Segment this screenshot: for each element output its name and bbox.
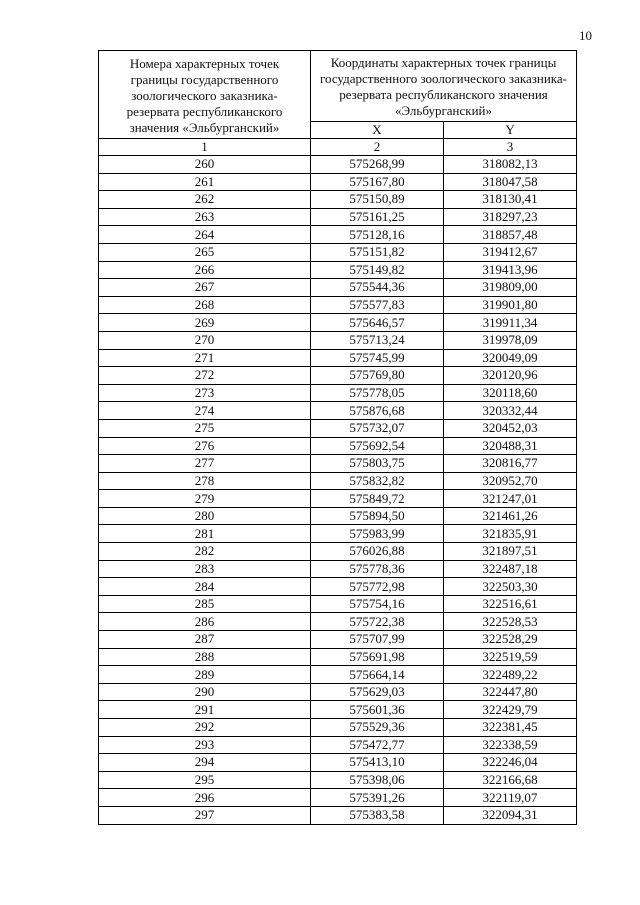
point-number-cell: 280 (99, 507, 311, 525)
point-number-cell: 273 (99, 384, 311, 402)
y-coordinate-cell: 318857,48 (444, 226, 577, 244)
point-number-cell: 284 (99, 578, 311, 596)
y-coordinate-cell: 320952,70 (444, 472, 577, 490)
coordinates-table (98, 50, 577, 825)
table-row (99, 560, 577, 578)
header-point-numbers: Номера характерных точек границы государственного зоологического заказника-резервата республиканского значения «Эльбурганский» (99, 51, 311, 139)
x-coordinate-cell: 575646,57 (311, 314, 444, 332)
table-row (99, 243, 577, 261)
x-coordinate-cell: 575983,99 (311, 525, 444, 543)
point-number-cell: 279 (99, 490, 311, 508)
point-number-cell: 282 (99, 543, 311, 561)
y-coordinate-cell: 319412,67 (444, 243, 577, 261)
table-row (99, 437, 577, 455)
y-coordinate-cell: 318082,13 (444, 156, 577, 174)
table-row (99, 631, 577, 649)
x-coordinate-cell: 575745,99 (311, 349, 444, 367)
point-number-cell: 277 (99, 455, 311, 473)
index-cell: 3 (444, 139, 577, 156)
point-number-cell: 293 (99, 736, 311, 754)
y-coordinate-cell: 322487,18 (444, 560, 577, 578)
point-number-cell: 272 (99, 367, 311, 385)
table-row (99, 331, 577, 349)
x-coordinate-cell: 575577,83 (311, 296, 444, 314)
point-number-cell: 291 (99, 701, 311, 719)
point-number-cell: 274 (99, 402, 311, 420)
point-number-cell: 270 (99, 331, 311, 349)
y-coordinate-cell: 321247,01 (444, 490, 577, 508)
table-row (99, 314, 577, 332)
table-row (99, 173, 577, 191)
y-coordinate-cell: 322119,07 (444, 789, 577, 807)
table-row (99, 349, 577, 367)
y-coordinate-cell: 322528,53 (444, 613, 577, 631)
point-number-cell: 289 (99, 666, 311, 684)
y-coordinate-cell: 319978,09 (444, 331, 577, 349)
y-coordinate-cell: 322166,68 (444, 771, 577, 789)
y-coordinate-cell: 320452,03 (444, 419, 577, 437)
y-coordinate-cell: 320816,77 (444, 455, 577, 473)
table-row (99, 226, 577, 244)
header-x: X (311, 122, 444, 139)
x-coordinate-cell: 575778,36 (311, 560, 444, 578)
x-coordinate-cell: 575894,50 (311, 507, 444, 525)
table-row (99, 789, 577, 807)
y-coordinate-cell: 321461,26 (444, 507, 577, 525)
x-coordinate-cell: 575629,03 (311, 683, 444, 701)
x-coordinate-cell: 575849,72 (311, 490, 444, 508)
y-coordinate-cell: 320118,60 (444, 384, 577, 402)
table-row (99, 666, 577, 684)
y-coordinate-cell: 321897,51 (444, 543, 577, 561)
x-coordinate-cell: 575149,82 (311, 261, 444, 279)
y-coordinate-cell: 318047,58 (444, 173, 577, 191)
table-row (99, 736, 577, 754)
point-number-cell: 265 (99, 243, 311, 261)
x-coordinate-cell: 575778,05 (311, 384, 444, 402)
x-coordinate-cell: 575167,80 (311, 173, 444, 191)
table-body (99, 156, 577, 825)
header-y: Y (444, 122, 577, 139)
table-row (99, 455, 577, 473)
x-coordinate-cell: 575803,75 (311, 455, 444, 473)
table-row (99, 648, 577, 666)
table-row (99, 754, 577, 772)
point-number-cell: 285 (99, 595, 311, 613)
y-coordinate-cell: 320332,44 (444, 402, 577, 420)
y-coordinate-cell: 321835,91 (444, 525, 577, 543)
table-row (99, 384, 577, 402)
point-number-cell: 263 (99, 208, 311, 226)
x-coordinate-cell: 575128,16 (311, 226, 444, 244)
y-coordinate-cell: 322489,22 (444, 666, 577, 684)
table-row (99, 208, 577, 226)
point-number-cell: 283 (99, 560, 311, 578)
point-number-cell: 278 (99, 472, 311, 490)
table-row (99, 578, 577, 596)
x-coordinate-cell: 575413,10 (311, 754, 444, 772)
table-row (99, 771, 577, 789)
x-coordinate-cell: 576026,88 (311, 543, 444, 561)
x-coordinate-cell: 575722,38 (311, 613, 444, 631)
point-number-cell: 290 (99, 683, 311, 701)
y-coordinate-cell: 322381,45 (444, 719, 577, 737)
x-coordinate-cell: 575383,58 (311, 806, 444, 824)
x-coordinate-cell: 575692,54 (311, 437, 444, 455)
point-number-cell: 292 (99, 719, 311, 737)
table-row (99, 490, 577, 508)
table-row (99, 806, 577, 824)
y-coordinate-cell: 319901,80 (444, 296, 577, 314)
y-coordinate-cell: 322447,80 (444, 683, 577, 701)
y-coordinate-cell: 320120,96 (444, 367, 577, 385)
y-coordinate-cell: 318130,41 (444, 191, 577, 209)
table-row (99, 683, 577, 701)
y-coordinate-cell: 320488,31 (444, 437, 577, 455)
x-coordinate-cell: 575529,36 (311, 719, 444, 737)
x-coordinate-cell: 575832,82 (311, 472, 444, 490)
point-number-cell: 294 (99, 754, 311, 772)
table-row (99, 419, 577, 437)
point-number-cell: 267 (99, 279, 311, 297)
page-number: 10 (579, 28, 592, 43)
x-coordinate-cell: 575664,14 (311, 666, 444, 684)
point-number-cell: 262 (99, 191, 311, 209)
y-coordinate-cell: 319809,00 (444, 279, 577, 297)
point-number-cell: 287 (99, 631, 311, 649)
x-coordinate-cell: 575707,99 (311, 631, 444, 649)
point-number-cell: 264 (99, 226, 311, 244)
x-coordinate-cell: 575713,24 (311, 331, 444, 349)
y-coordinate-cell: 322503,30 (444, 578, 577, 596)
x-coordinate-cell: 575161,25 (311, 208, 444, 226)
table-row (99, 613, 577, 631)
index-cell: 2 (311, 139, 444, 156)
x-coordinate-cell: 575268,99 (311, 156, 444, 174)
table-row (99, 701, 577, 719)
y-coordinate-cell: 322519,59 (444, 648, 577, 666)
table-row (99, 472, 577, 490)
x-coordinate-cell: 575754,16 (311, 595, 444, 613)
point-number-cell: 286 (99, 613, 311, 631)
point-number-cell: 266 (99, 261, 311, 279)
point-number-cell: 276 (99, 437, 311, 455)
x-coordinate-cell: 575601,36 (311, 701, 444, 719)
point-number-cell: 269 (99, 314, 311, 332)
x-coordinate-cell: 575732,07 (311, 419, 444, 437)
point-number-cell: 281 (99, 525, 311, 543)
point-number-cell: 271 (99, 349, 311, 367)
point-number-cell: 275 (99, 419, 311, 437)
table-row (99, 156, 577, 174)
point-number-cell: 260 (99, 156, 311, 174)
y-coordinate-cell: 322429,79 (444, 701, 577, 719)
x-coordinate-cell: 575691,98 (311, 648, 444, 666)
point-number-cell: 297 (99, 806, 311, 824)
x-coordinate-cell: 575150,89 (311, 191, 444, 209)
table-row (99, 191, 577, 209)
point-number-cell: 288 (99, 648, 311, 666)
point-number-cell: 261 (99, 173, 311, 191)
y-coordinate-cell: 320049,09 (444, 349, 577, 367)
table-row (99, 543, 577, 561)
x-coordinate-cell: 575769,80 (311, 367, 444, 385)
y-coordinate-cell: 322094,31 (444, 806, 577, 824)
x-coordinate-cell: 575544,36 (311, 279, 444, 297)
index-cell: 1 (99, 139, 311, 156)
y-coordinate-cell: 322338,59 (444, 736, 577, 754)
y-coordinate-cell: 319911,34 (444, 314, 577, 332)
table-row (99, 719, 577, 737)
x-coordinate-cell: 575151,82 (311, 243, 444, 261)
x-coordinate-cell: 575398,06 (311, 771, 444, 789)
y-coordinate-cell: 322516,61 (444, 595, 577, 613)
x-coordinate-cell: 575391,26 (311, 789, 444, 807)
x-coordinate-cell: 575772,98 (311, 578, 444, 596)
table-row (99, 525, 577, 543)
table-row (99, 296, 577, 314)
y-coordinate-cell: 319413,96 (444, 261, 577, 279)
point-number-cell: 268 (99, 296, 311, 314)
y-coordinate-cell: 322528,29 (444, 631, 577, 649)
point-number-cell: 295 (99, 771, 311, 789)
table-row (99, 507, 577, 525)
table-row (99, 367, 577, 385)
y-coordinate-cell: 322246,04 (444, 754, 577, 772)
x-coordinate-cell: 575876,68 (311, 402, 444, 420)
table-row (99, 595, 577, 613)
point-number-cell: 296 (99, 789, 311, 807)
header-coordinates: Координаты характерных точек границы государственного зоологического заказника-резервата республиканского значения «Эльбурганский» (311, 51, 577, 122)
y-coordinate-cell: 318297,23 (444, 208, 577, 226)
table-row (99, 402, 577, 420)
table-row (99, 261, 577, 279)
table-row (99, 279, 577, 297)
x-coordinate-cell: 575472,77 (311, 736, 444, 754)
